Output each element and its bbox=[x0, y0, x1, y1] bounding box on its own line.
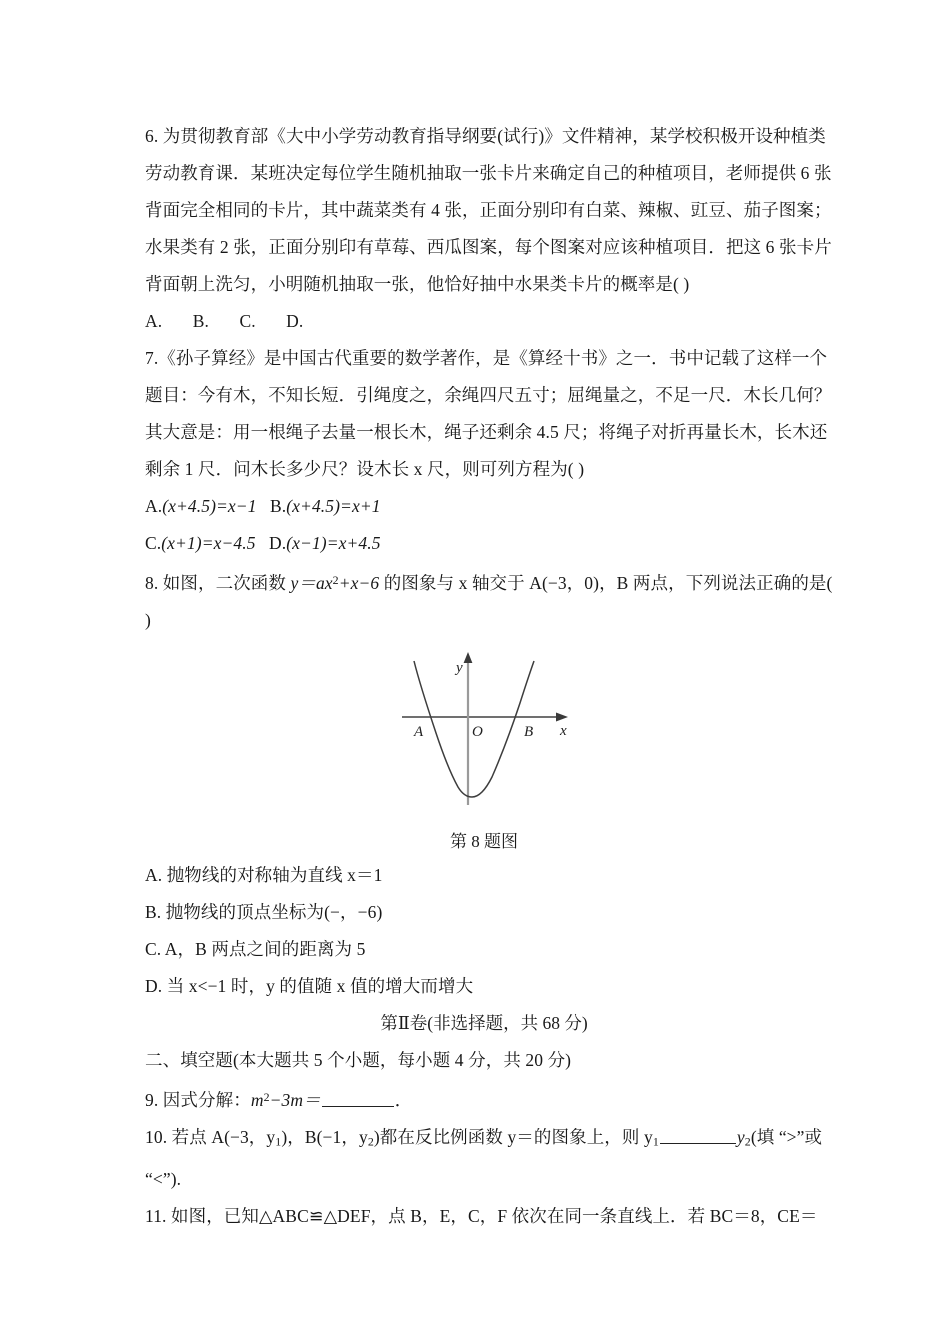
question-6-line-2: 劳动教育课．某班决定每位学生随机抽取一张卡片来确定自己的种植项目，老师提供 6 张 bbox=[145, 163, 832, 183]
question-10-sub-2: 2 bbox=[367, 1134, 374, 1149]
question-9-pre: 9. 因式分解： bbox=[145, 1089, 251, 1110]
question-9-expr-sup: 2 bbox=[263, 1089, 270, 1104]
question-6-line-1: 6. 为贯彻教育部《大中小学劳动教育指导纲要(试行)》文件精神，某学校积极开设种植类 bbox=[145, 126, 826, 146]
question-8-choice-b[interactable]: B. 抛物线的顶点坐标为(−，−6) bbox=[145, 901, 383, 922]
question-7-line-2: 题目：今有木，不知长短．引绳度之，余绳四尺五寸；屈绳量之，不足一尺．木长几何？ bbox=[145, 385, 832, 405]
question-8 bbox=[145, 562, 833, 1005]
question-9-post: ． bbox=[394, 1089, 413, 1110]
question-7-choice-b-expr: (x+4.5)=x+1 bbox=[286, 496, 381, 516]
question-8-exponent: 2 bbox=[332, 573, 339, 587]
question-10-mid-3: y bbox=[736, 1126, 745, 1147]
y-axis-label: y bbox=[456, 659, 463, 676]
x-axis-label: x bbox=[560, 722, 567, 739]
question-8-choice-d[interactable]: D. 当 x<−1 时，y 的值随 x 值的增大而增大 bbox=[145, 975, 474, 996]
question-7-choice-c-expr: (x+1)=x−4.5 bbox=[161, 533, 256, 553]
question-10-mid-2: )都在反比例函数 y＝的图象上，则 y bbox=[373, 1126, 653, 1147]
question-10-sub-4: 2 bbox=[744, 1134, 751, 1149]
question-8-figure-caption: 第 8 题图 bbox=[450, 831, 518, 851]
question-8-function-rest: +x−6 bbox=[338, 572, 380, 593]
origin-label: O bbox=[472, 723, 483, 740]
question-10-sub-1: 1 bbox=[275, 1134, 282, 1149]
question-10-line-1 bbox=[145, 1119, 823, 1161]
question-7-line-1: 7.《孙子算经》是中国古代重要的数学著作，是《算经十书》之一．书中记载了这样一个 bbox=[145, 348, 828, 368]
question-7-line-3: 其大意是：用一根绳子去量一根长木，绳子还剩余 4.5 尺；将绳子对折再量长木，长木还 bbox=[145, 422, 828, 442]
question-9-answer-blank[interactable] bbox=[322, 1090, 394, 1107]
question-11-line-1: 11. 如图，已知△ABC≌△DEF，点 B，E，C，F 依次在同一条直线上．若 BC＝8，CE＝ bbox=[145, 1205, 818, 1226]
question-6-choices bbox=[145, 303, 823, 340]
question-6-choice-a[interactable]: A. bbox=[145, 311, 163, 331]
document-content bbox=[145, 118, 833, 1235]
question-8-choice-c[interactable]: C. A，B 两点之间的距离为 5 bbox=[145, 938, 366, 959]
question-10-mid: )，B(−1，y bbox=[281, 1126, 368, 1147]
question-8-figure bbox=[145, 645, 823, 825]
question-6-line-4: 水果类有 2 张，正面分别印有草莓、西瓜图案，每个图案对应该种植项目．把这 6 张卡片 bbox=[145, 237, 832, 257]
question-7-choice-a-expr: (x+4.5)=x−1 bbox=[162, 496, 257, 516]
question-8-stem-line-2: ) bbox=[145, 609, 151, 630]
y-axis-arrow-icon bbox=[464, 652, 473, 663]
question-9 bbox=[145, 1079, 823, 1119]
question-9-expr-base: m bbox=[250, 1089, 264, 1110]
question-6-line-5: 背面朝上洗匀，小明随机抽取一张，他恰好抽中水果类卡片的概率是( ) bbox=[145, 274, 690, 294]
question-8-stem-post: 的图象与 x 轴交于 A(−3，0)，B 两点，下列说法正确的是( bbox=[379, 572, 833, 593]
question-7-choice-c-label[interactable]: C. bbox=[145, 533, 162, 553]
question-6 bbox=[145, 118, 832, 340]
question-7 bbox=[145, 340, 832, 562]
question-6-choice-c[interactable]: C. bbox=[239, 311, 256, 331]
point-a-label: A bbox=[414, 723, 424, 740]
question-10-sub-3: 1 bbox=[652, 1134, 659, 1149]
question-8-choice-a[interactable]: A. 抛物线的对称轴为直线 x＝1 bbox=[145, 864, 383, 885]
question-10-pre: 10. 若点 A(−3，y bbox=[145, 1126, 276, 1147]
parabola-graph bbox=[384, 645, 584, 823]
question-10-post: (填 “>”或 bbox=[750, 1126, 823, 1147]
question-9-expr-rest: −3m＝ bbox=[269, 1089, 321, 1110]
question-8-stem-line-1 bbox=[145, 562, 833, 602]
question-7-choice-d-label[interactable]: D. bbox=[269, 533, 287, 553]
point-b-label: B bbox=[524, 723, 534, 740]
question-7-choice-row-2 bbox=[145, 525, 823, 562]
question-6-line-3: 背面完全相同的卡片，其中蔬菜类有 4 张，正面分别印有白菜、辣椒、豇豆、茄子图案； bbox=[145, 200, 832, 220]
question-10-answer-blank[interactable] bbox=[660, 1127, 736, 1144]
question-7-choice-d-expr: (x−1)=x+4.5 bbox=[286, 533, 381, 553]
question-7-choice-row-1 bbox=[145, 488, 823, 525]
question-7-line-4: 剩余 1 尺．问木长多少尺？设木长 x 尺，则可列方程为( ) bbox=[145, 459, 585, 479]
question-7-choice-b-label[interactable]: B. bbox=[270, 496, 287, 516]
x-axis-arrow-icon bbox=[556, 712, 568, 721]
question-8-stem-pre: 8. 如图，二次函数 bbox=[145, 572, 291, 593]
question-6-choice-d[interactable]: D. bbox=[286, 311, 304, 331]
question-10-line-2: “<”). bbox=[145, 1168, 182, 1189]
question-6-choice-b[interactable]: B. bbox=[192, 311, 209, 331]
question-8-function: y＝ax bbox=[290, 572, 333, 593]
section-2-header: 第Ⅱ卷(非选择题，共 68 分) bbox=[380, 1012, 588, 1033]
section-2-heading: 二、填空题(本大题共 5 个小题，每小题 4 分，共 20 分) bbox=[145, 1049, 572, 1070]
question-7-choice-a-label[interactable]: A. bbox=[145, 496, 163, 516]
